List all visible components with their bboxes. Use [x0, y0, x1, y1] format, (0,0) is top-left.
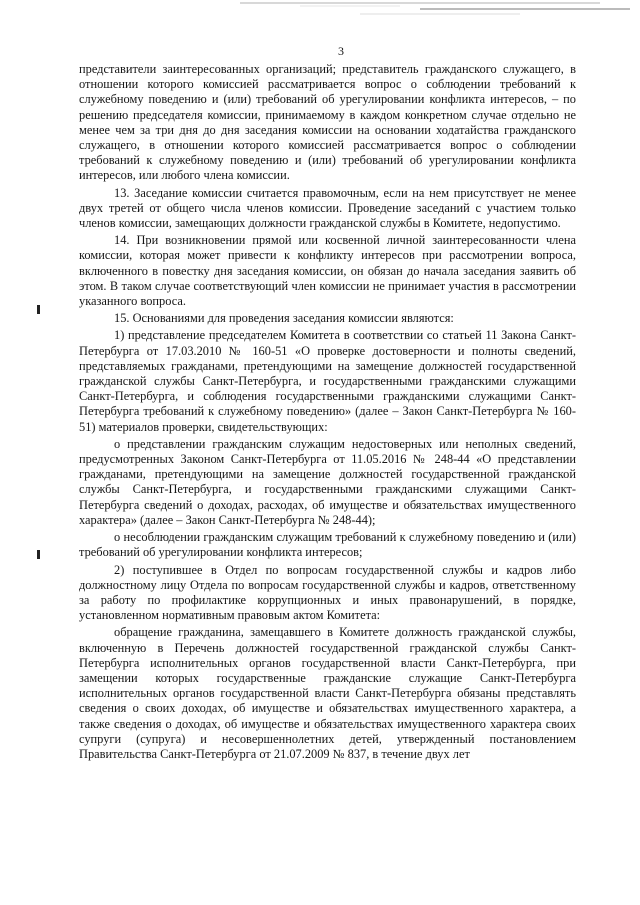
margin-mark-top [37, 305, 40, 314]
paragraph-15-item-2: 2) поступившее в Отдел по вопросам государственной службы и кадров либо должностному лицу Отдела по вопросам государственной службы и кадров, ответственному за работу по профилактике коррупционных и иных правонарушений, в порядке, установленном нормативным правовым актом Комитета: [79, 562, 576, 623]
paragraph-15-item-1-subitem-b: о несоблюдении гражданским служащим требований к служебному поведению и (или) требований об урегулировании конфликта интересов; [79, 530, 576, 560]
page-number: 3 [338, 44, 344, 58]
paragraph-15-item-2-subitem-a: обращение гражданина, замещавшего в Комитете должность гражданской службы, включенную в Перечень должностей государственной гражданской службы Санкт-Петербурга исполнительных органов государственной власти Санкт-Петербурга, при замещении которых государственные гражданские служащие Санкт-Петербурга исполнительных органов государственной власти Санкт-Петербурга обязаны представлять сведения о своих доходах, об имуществе и обязательствах имущественного характера, а также сведения о доходах, об имуществе и обязательствах имущественного характера своих супруги (супруга) и несовершеннолетних детей, утвержденный постановлением Правительства Санкт-Петербурга от 21.07.2009 № 837, в течение двух лет [79, 625, 576, 761]
scan-edge-lines [0, 0, 640, 20]
paragraph-14: 14. При возникновении прямой или косвенной личной заинтересованности члена комиссии, которая может привести к конфликту интересов при рассмотрении вопроса, включенного в повестку дня заседания комиссии, он обязан до начала заседания заявить об этом. В таком случае соответствующий член комиссии не принимает участия в рассмотрении указанного вопроса. [79, 233, 576, 309]
document-body [79, 62, 576, 764]
paragraph-15-item-1: 1) представление председателем Комитета в соответствии со статьей 11 Закона Санкт-Петербурга от 17.03.2010 № 160-51 «О проверке достоверности и полноты сведений, представляемых гражданами, претендующими на замещение должностей государственной гражданской службы Санкт-Петербурга, и государственными гражданскими служащими Санкт-Петербурга, и соблюдения государственными гражданскими служащими Санкт-Петербурга требований к служебному поведению» (далее – Закон Санкт-Петербурга № 160-51) материалов проверки, свидетельствующих: [79, 328, 576, 434]
paragraph-15-item-1-subitem-a: о представлении гражданским служащим недостоверных или неполных сведений, предусмотренных Законом Санкт-Петербурга от 11.05.2016 № 248-44 «О представлении гражданами, претендующими на замещение должностей государственной гражданской службы Санкт-Петербурга, и государственными гражданскими служащими Санкт-Петербурга сведений о доходах, расходах, об имуществе и обязательствах имущественного характера» (далее – Закон Санкт-Петербурга № 248-44); [79, 436, 576, 527]
paragraph-15: 15. Основаниями для проведения заседания комиссии являются: [114, 311, 454, 326]
margin-mark-bottom [37, 550, 40, 559]
paragraph-13: 13. Заседание комиссии считается правомочным, если на нем присутствует не менее двух третей от общего числа членов комиссии. Проведение заседаний с участием только членов комиссии, замещающих должности гражданской службы в Комитете, недопустимо. [79, 185, 576, 231]
paragraph-continuation: представители заинтересованных организаций; представитель гражданского служащего, в отношении которого комиссией рассматривается вопрос о соблюдении требований к служебному поведению и (или) требований об урегулировании конфликта интересов, – по решению председателя комиссии, принимаемому в каждом конкретном случае отдельно не менее чем за три дня до дня заседания комиссии на основании ходатайства гражданского служащего, в отношении которого комиссией рассматривается вопрос о соблюдении требований к служебному поведению и (или) требований об урегулировании конфликта интересов, или любого члена комиссии. [79, 62, 576, 183]
